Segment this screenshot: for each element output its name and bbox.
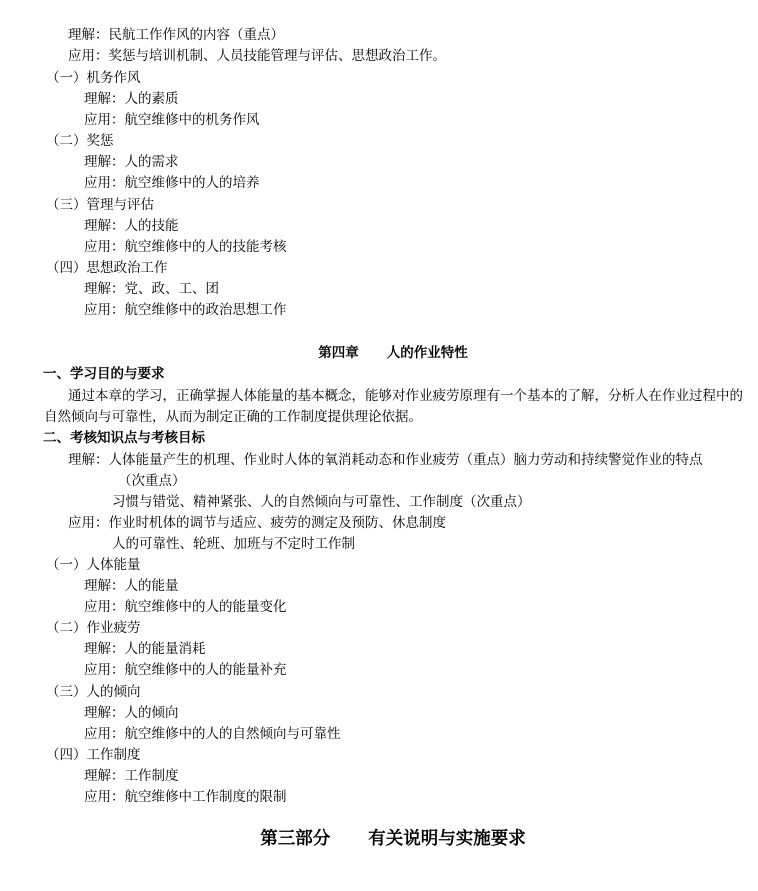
section-apply: 应用：航空维修中的人的自然倾向与可靠性 <box>84 726 341 742</box>
prev-section-understand: 理解：党、政、工、团 <box>84 281 219 297</box>
section-title: （一）人体能量 <box>46 557 141 573</box>
section-title: （四）工作制度 <box>46 747 141 763</box>
prev-section-apply: 应用：航空维修中的人的技能考核 <box>84 239 287 255</box>
section-title: （二）作业疲劳 <box>46 620 141 636</box>
section-apply: 应用：航空维修中工作制度的限制 <box>84 789 287 805</box>
section-apply: 应用：航空维修中的人的能量补充 <box>84 662 287 678</box>
section-understand: 理解：人的能量消耗 <box>84 641 206 657</box>
top-line-understand: 理解：民航工作作风的内容（重点） <box>68 27 284 43</box>
exam-understand-line: （次重点） <box>118 473 186 489</box>
exam-points-heading: 二、考核知识点与考核目标 <box>43 430 205 446</box>
section-title: （三）人的倾向 <box>46 684 141 700</box>
prev-section-title: （二）奖惩 <box>46 133 114 149</box>
exam-apply-line: 应用：作业时机体的调节与适应、疲劳的测定及预防、休息制度 <box>68 515 446 531</box>
chapter-title <box>0 343 758 364</box>
study-goal-text: 通过本章的学习，正确掌握人体能量的基本概念，能够对作业疲劳原理有一个基本的了解，分析人在作业过程中的自然倾向与可靠性，从而为制定正确的工作制度提供理论依据。 <box>44 388 743 425</box>
prev-section-apply: 应用：航空维修中的政治思想工作 <box>84 302 287 318</box>
study-goal-heading: 一、学习目的与要求 <box>43 366 165 382</box>
exam-understand-line: 习惯与错觉、精神紧张、人的自然倾向与可靠性、工作制度（次重点） <box>112 494 531 510</box>
prev-section-title: （四）思想政治工作 <box>46 260 168 276</box>
prev-section-apply: 应用：航空维修中的人的培养 <box>84 175 260 191</box>
prev-section-title: （三）管理与评估 <box>46 197 154 213</box>
section-apply: 应用：航空维修中的人的能量变化 <box>84 599 287 615</box>
prev-section-understand: 理解：人的素质 <box>84 91 179 107</box>
section-understand: 理解：工作制度 <box>84 768 179 784</box>
part-title <box>0 826 758 852</box>
prev-section-understand: 理解：人的技能 <box>84 218 179 234</box>
part-name: 有关说明与实施要求 <box>368 829 526 849</box>
part-number: 第三部分 <box>260 829 331 849</box>
top-line-apply: 应用：奖惩与培训机制、人员技能管理与评估、思想政治工作。 <box>68 48 446 64</box>
prev-section-title: （一）机务作风 <box>46 70 141 86</box>
chapter-number: 第四章 <box>318 345 359 361</box>
prev-section-understand: 理解：人的需求 <box>84 154 179 170</box>
exam-apply-line: 人的可靠性、轮班、加班与不定时工作制 <box>112 536 355 552</box>
chapter-name: 人的作业特性 <box>386 345 468 361</box>
section-understand: 理解：人的能量 <box>84 578 179 594</box>
exam-understand-line: 理解：人体能量产生的机理、作业时人体的氧消耗动态和作业疲劳（重点）脑力劳动和持续警觉作业的特点 <box>68 452 703 468</box>
section-understand: 理解：人的倾向 <box>84 705 179 721</box>
prev-section-apply: 应用：航空维修中的机务作风 <box>84 112 260 128</box>
